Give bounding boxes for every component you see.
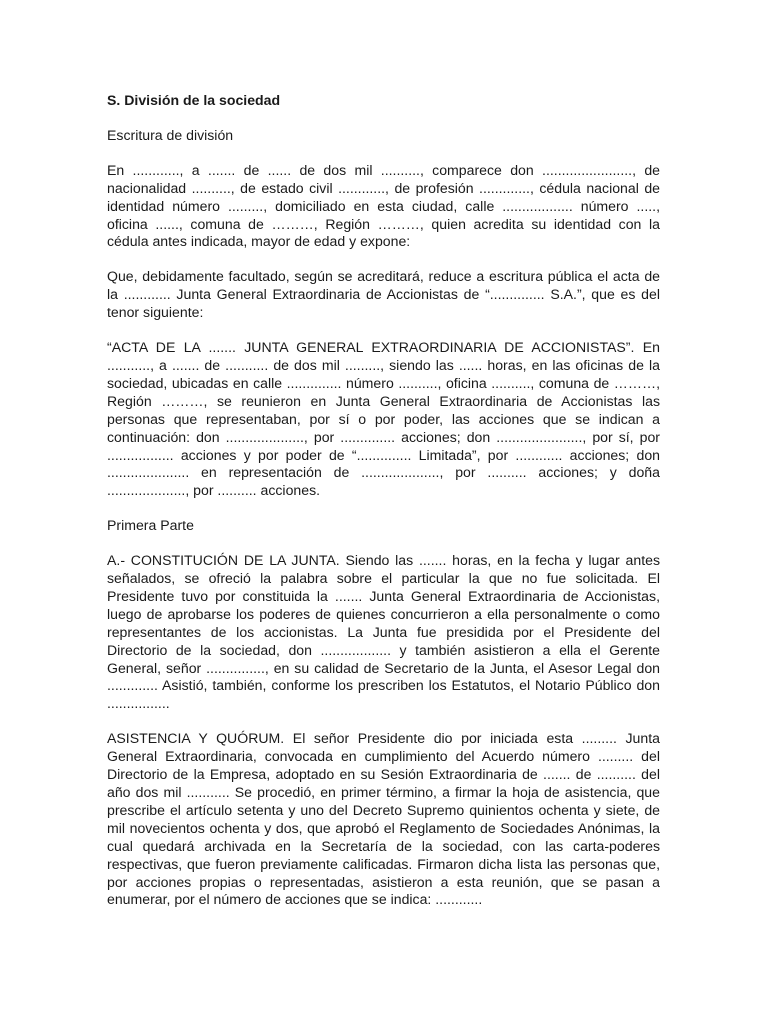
paragraph-asistencia: ASISTENCIA Y QUÓRUM. El señor Presidente dio por iniciada esta ......... Junta General Extraordinaria, convocada en cumplimiento del Acuerdo número ......... del Directorio de la Empresa, adoptado en su Sesión Extraordinaria de ....... de .......... del año dos mil ........... Se procedió, en primer término, a firmar la hoja de asistencia, que prescribe el artículo setenta y uno del Decreto Supremo quinientos ochenta y siete, de mil novecientos ochenta y dos, que aprobó el Reglamento de Sociedades Anónimas, la cual quedará archivada en la Secretaría de la sociedad, con las carta-poderes respectivas, que fueron previamente calificadas. Firmaron dicha lista las personas que, por acciones propias o representadas, asistieron a esta reunión, que se pasan a enumerar, por el número de acciones que se indica: ............ [107, 730, 660, 908]
paragraph-comparecencia: En ............, a ....... de ...... de dos mil .........., comparece don ......................., de nacionalidad .........., de estado civil ............, de profesión ............., cédula nacional de identidad número ........., domiciliado en esta ciudad, calle .................. número ....., oficina ......, comuna de ………, Región ………, quien acredita su identidad con la cédula antes indicada, mayor de edad y expone: [107, 161, 660, 250]
paragraph-facultado: Que, debidamente facultado, según se acreditará, reduce a escritura pública el acta de la ............ Junta General Extraordinaria de Accionistas de “.............. S.A.”, que es del tenor siguiente: [107, 268, 660, 321]
paragraph-constitucion: A.- CONSTITUCIÓN DE LA JUNTA. Siendo las ....... horas, en la fecha y lugar antes señalados, se ofreció la palabra sobre el particular la que no fue solicitada. El Presidente tuvo por constituida la ....... Junta General Extraordinaria de Accionistas, luego de aprobarse los poderes de quienes concurrieron a ella personalmente o como representantes de los accionistas. La Junta fue presidida por el Presidente del Directorio de la sociedad, don .................. y también asistieron a ella el Gerente General, señor ..............., en su calidad de Secretario de la Junta, el Asesor Legal don ............. Asistió, también, conforme los prescriben los Estatutos, el Notario Público don ................ [107, 552, 660, 712]
document-title: S. División de la sociedad [107, 92, 281, 108]
document-subtitle: Escritura de división [107, 126, 234, 143]
section-heading-primera-parte: Primera Parte [107, 517, 194, 534]
paragraph-acta: “ACTA DE LA ....... JUNTA GENERAL EXTRAORDINARIA DE ACCIONISTAS”. En ..........., a ....... de ........... de dos mil ........., siendo las ...... horas, en las oficinas de la sociedad, ubicadas en calle .............. número .........., oficina .........., comuna de ………, Región ………, se reunieron en Junta General Extraordinaria de Accionistas las personas que representaban, por sí o por poder, las acciones que se indican a continuación: don ...................., por .............. acciones; don ......................, por sí, por ................. acciones y por poder de “.............. Limitada”, por ............ acciones; don ..................... en representación de ...................., por .......... acciones; y doña ...................., por .......... acciones. [107, 339, 660, 499]
document-page [107, 92, 660, 926]
